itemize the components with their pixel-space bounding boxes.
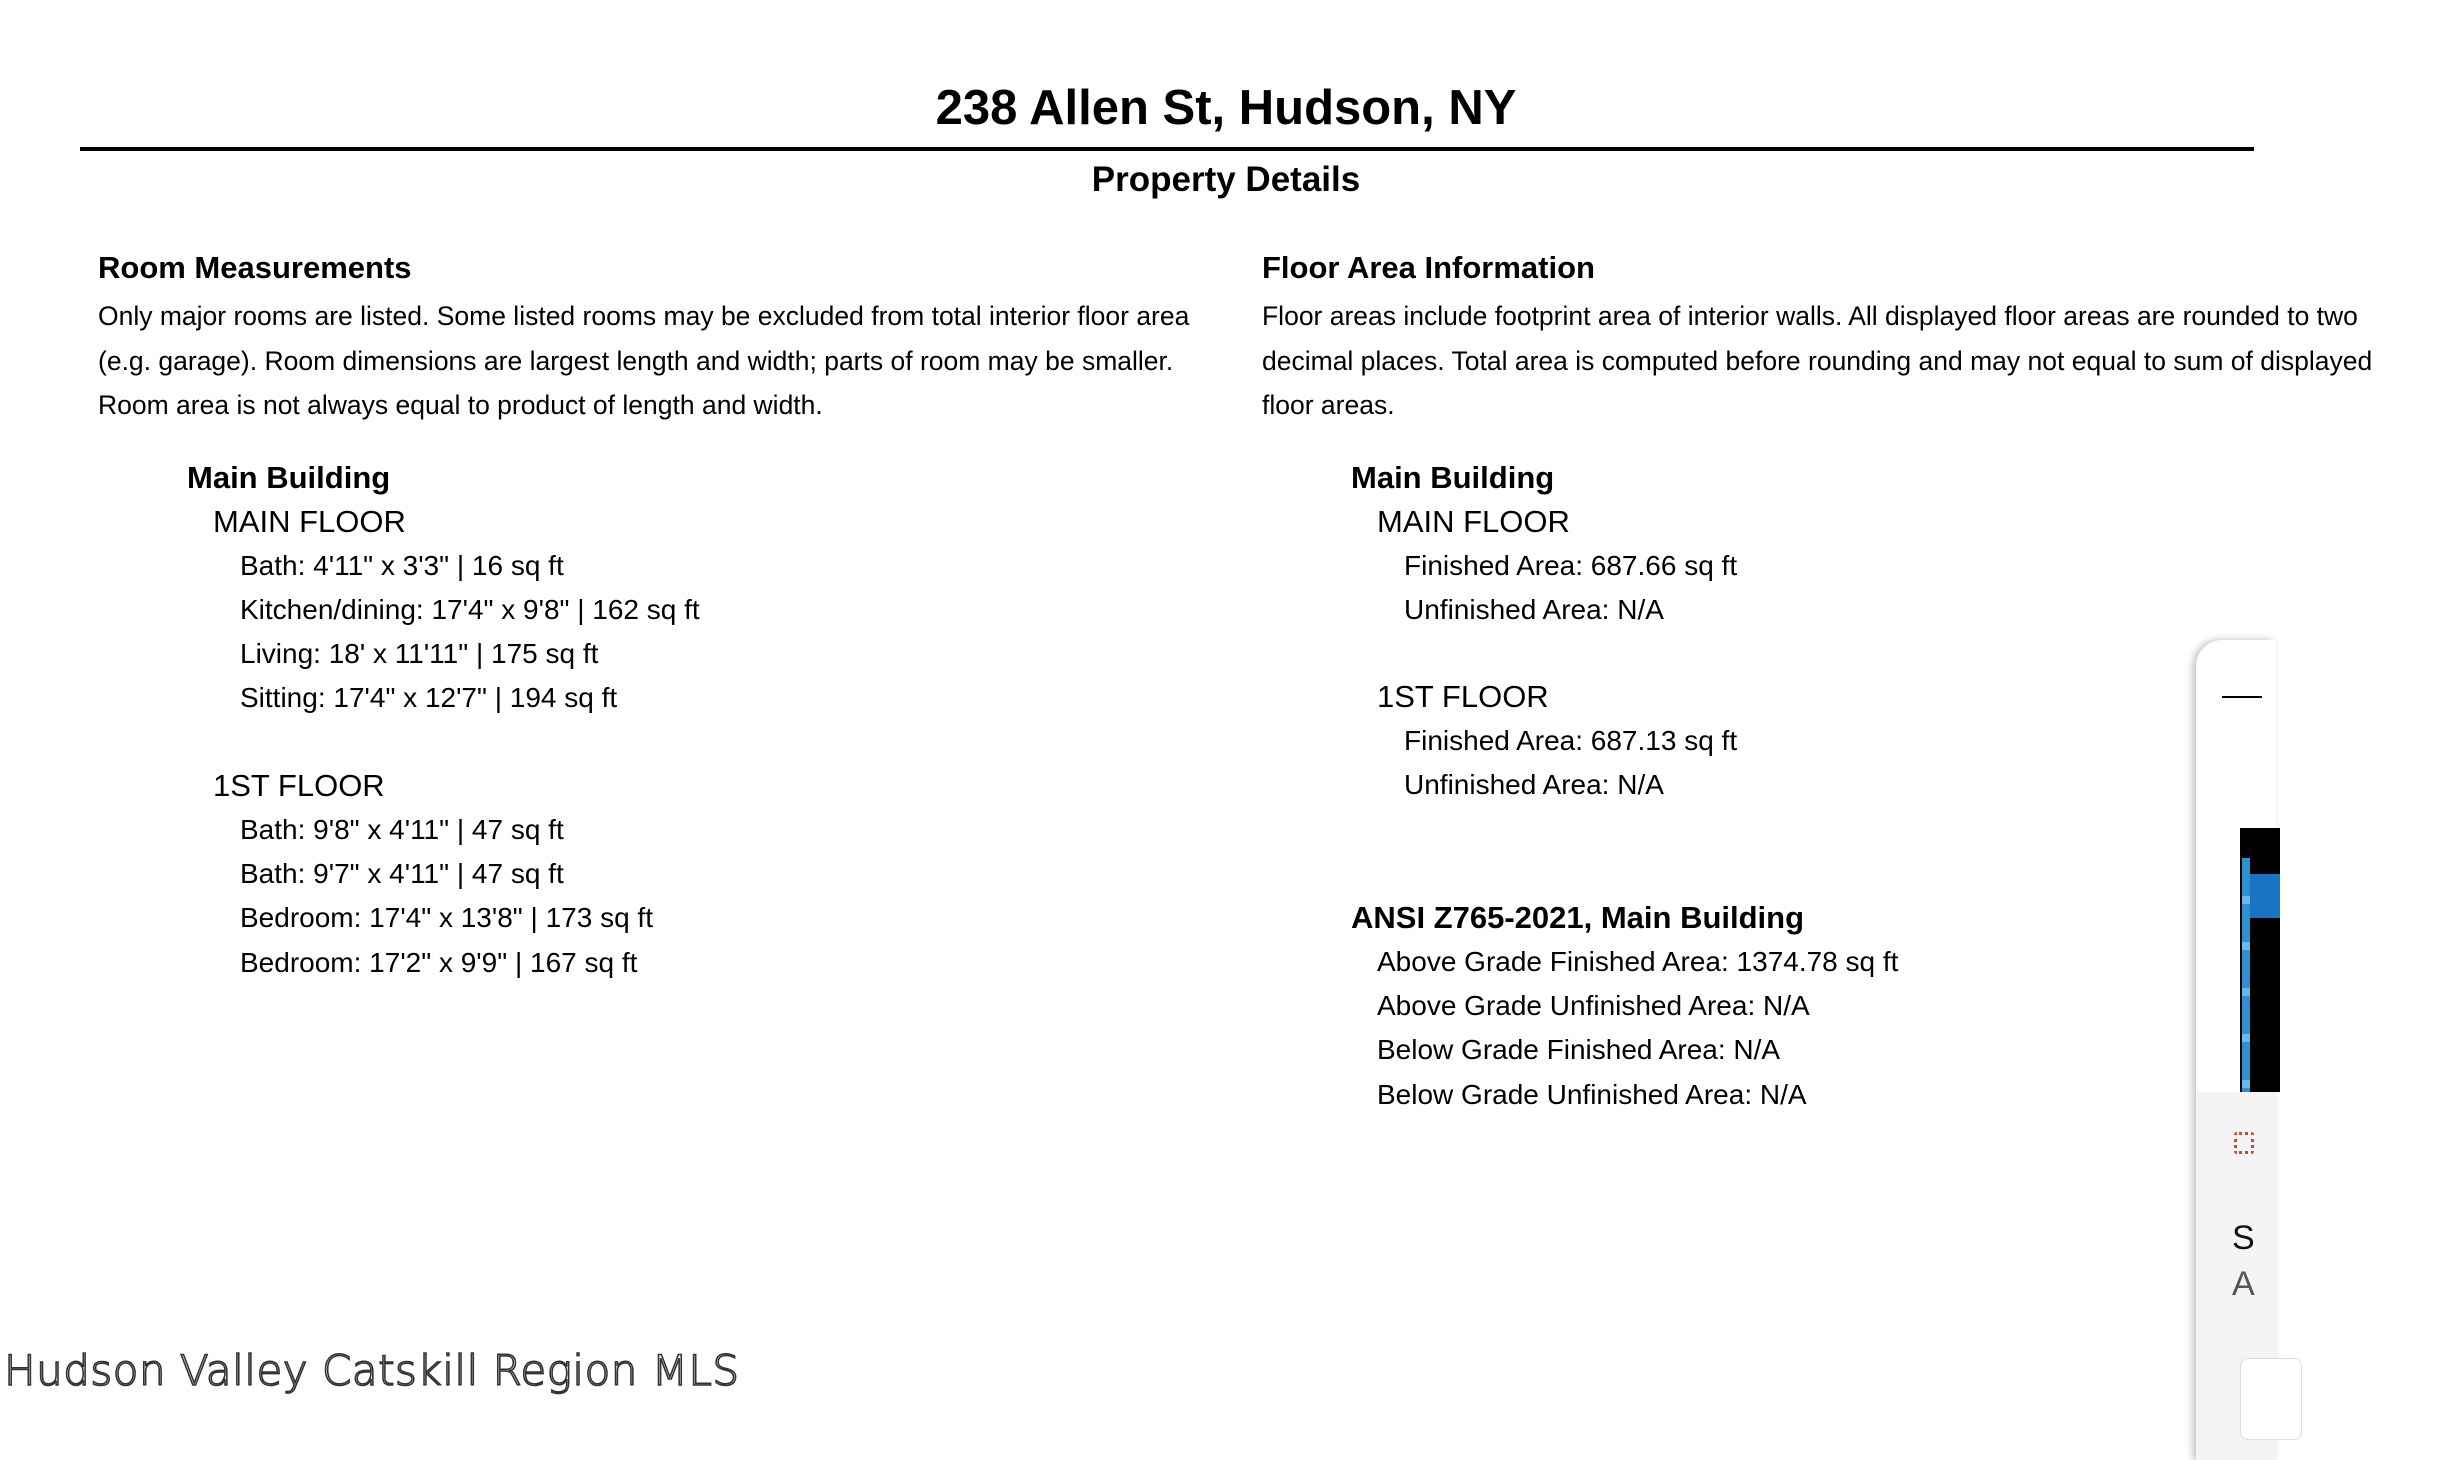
room-item: Bath: 9'8" x 4'11" | 47 sq ft [240,813,564,845]
floor-name: 1ST FLOOR [1377,679,1549,715]
room-item: Bath: 9'7" x 4'11" | 47 sq ft [240,857,564,889]
description-line: decimal places. Total area is computed before rounding and may not equal to sum of displayed [1262,345,2373,376]
page-title: 238 Allen St, Hudson, NY [935,81,1517,135]
building-name: Main Building [187,459,391,495]
room-measurements-section [98,248,1248,985]
panel-text: A [2232,1265,2255,1303]
floor-area-section [1262,248,2373,1117]
room-item: Sitting: 17'4" x 12'7" | 194 sq ft [240,682,618,714]
room-item: Bedroom: 17'4" x 13'8" | 173 sq ft [240,902,653,934]
room-building-block [187,456,1248,985]
area-item: Unfinished Area: N/A [1404,593,1664,625]
description-line: floor areas. [1262,390,1395,420]
area-item: Finished Area: 687.13 sq ft [1404,725,1738,757]
room-item: Bedroom: 17'2" x 9'9" | 167 sq ft [240,946,638,978]
panel-input[interactable] [2240,1358,2302,1440]
area-floor-block-1st [1377,675,2254,808]
room-list [213,544,1248,721]
ansi-item: Below Grade Unfinished Area: N/A [1377,1078,1807,1110]
floor-block-main [213,500,1248,721]
room-item: Living: 18' x 11'11" | 175 sq ft [240,638,599,670]
description-line: Only major rooms are listed. Some listed rooms may be excluded from total interior floor area [98,301,1190,331]
area-building-block [1351,456,2254,808]
room-item: Kitchen/dining: 17'4" x 9'8" | 162 sq ft [240,593,700,625]
ansi-item: Above Grade Finished Area: 1374.78 sq ft [1377,945,1899,977]
brand-logo-icon [2234,1132,2254,1154]
floor-area-heading: Floor Area Information [1262,250,1595,285]
floor-name: 1ST FLOOR [213,767,385,803]
room-measurements-heading: Room Measurements [98,250,412,285]
side-panel[interactable] [2196,640,2276,1460]
page-subtitle: Property Details [1091,160,1361,199]
area-list [1377,544,2254,633]
description-line: Room area is not always equal to product of length and width. [98,390,823,420]
mls-watermark: Hudson Valley Catskill Region MLS [4,1346,740,1395]
room-list [213,808,1248,985]
ansi-item: Above Grade Unfinished Area: N/A [1377,989,1810,1021]
floor-name: MAIN FLOOR [1377,503,1570,539]
thumbnail-window [2250,874,2280,918]
ansi-heading: ANSI Z765-2021, Main Building [1351,899,1805,935]
title-divider [80,147,2254,151]
room-item: Bath: 4'11" x 3'3" | 16 sq ft [240,549,564,581]
ansi-item: Below Grade Finished Area: N/A [1377,1034,1781,1066]
panel-text: S [2232,1219,2255,1257]
thumbnail-stripe [2242,858,2250,1092]
ansi-list [1351,940,2254,1117]
thumbnail-image[interactable] [2240,828,2280,1092]
building-name: Main Building [1351,459,1555,495]
room-measurements-description [98,294,1248,428]
floor-name: MAIN FLOOR [213,503,406,539]
minimize-icon[interactable] [2222,696,2262,698]
area-floor-block-main [1377,500,2254,633]
ansi-block [1351,896,2254,1117]
area-item: Finished Area: 687.66 sq ft [1404,549,1738,581]
area-list [1377,719,2254,808]
description-line: Floor areas include footprint area of interior walls. All displayed floor areas are rounded to two [1262,301,2358,331]
description-line: (e.g. garage). Room dimensions are largest length and width; parts of room may be smaller. [98,345,1174,376]
floor-area-description [1262,294,2373,428]
area-item: Unfinished Area: N/A [1404,769,1664,801]
floor-block-1st [213,764,1248,985]
